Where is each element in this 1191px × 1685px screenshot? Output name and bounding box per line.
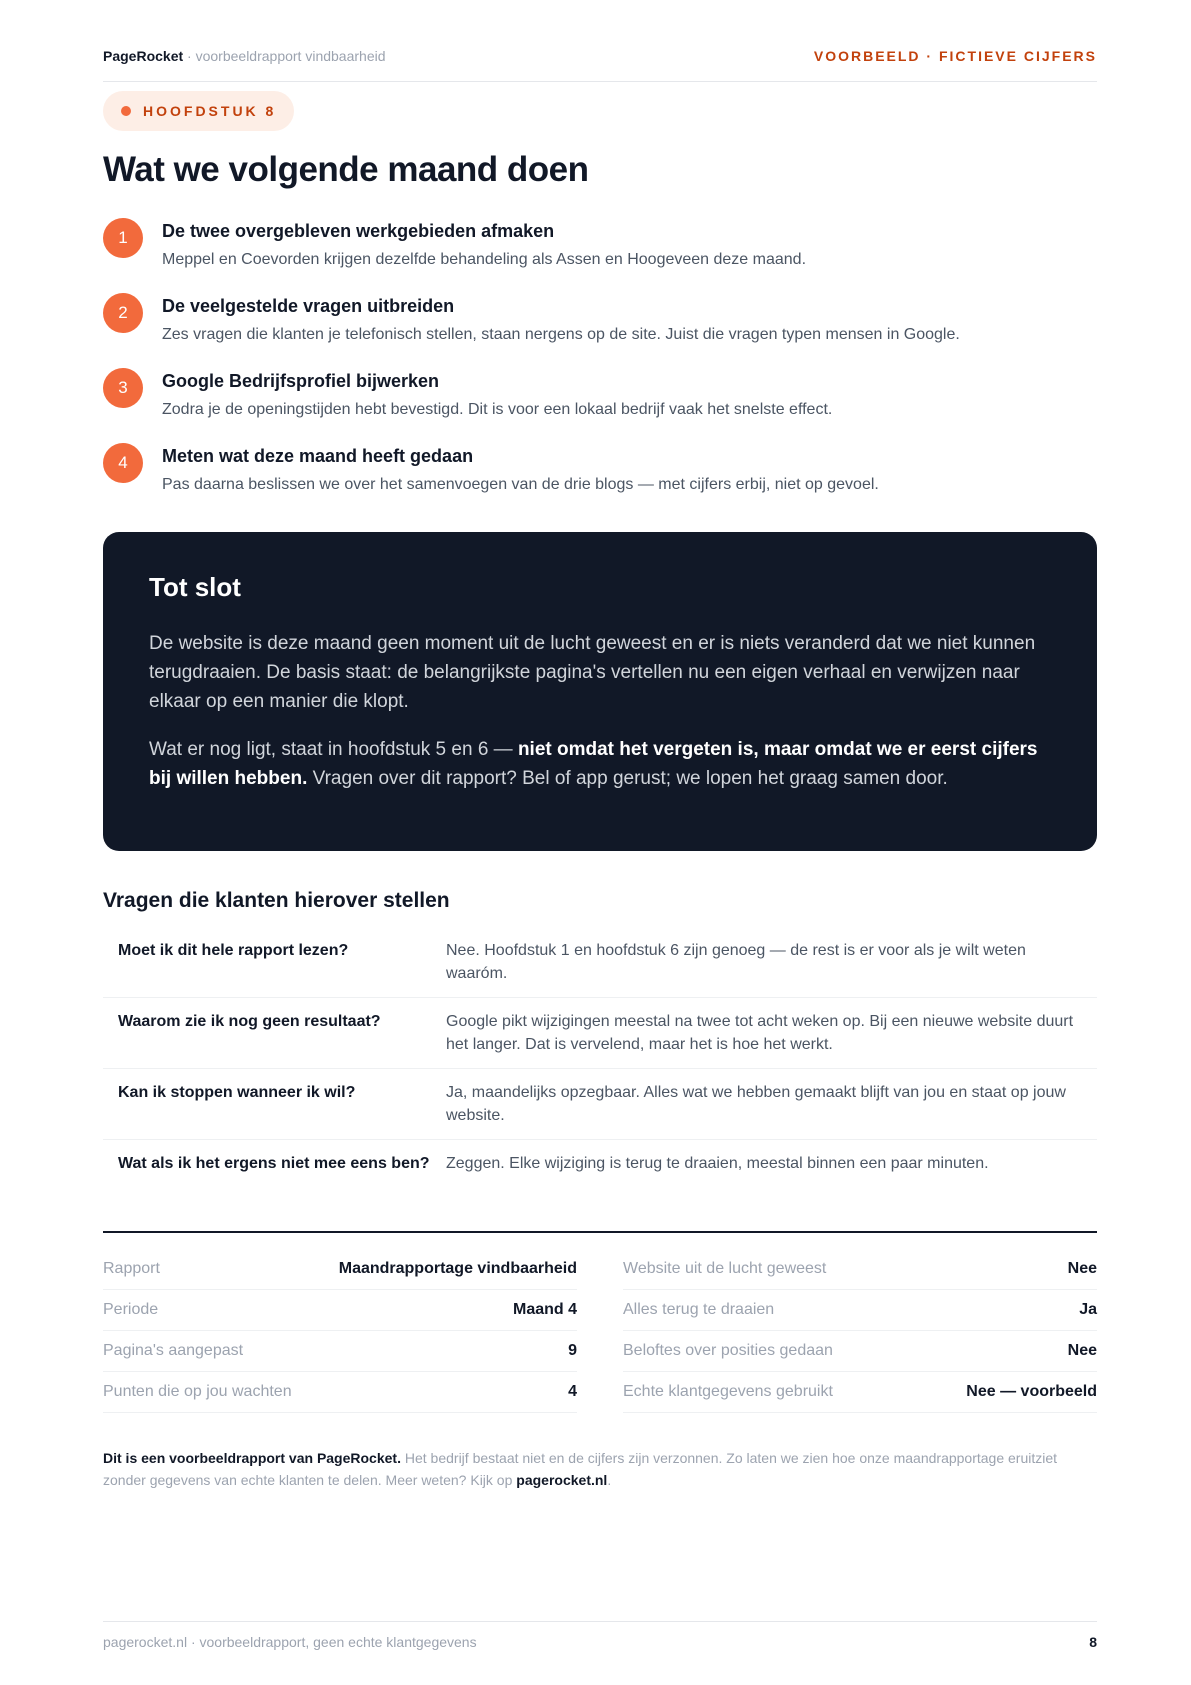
header-subtitle: · voorbeeldrapport vindbaarheid xyxy=(183,48,386,64)
faq-row xyxy=(103,1140,1097,1187)
summary-divider xyxy=(103,1231,1097,1233)
summary-row xyxy=(623,1249,1097,1290)
step-title: De veelgestelde vragen uitbreiden xyxy=(162,296,455,316)
faq-question: Waarom zie ik nog geen resultaat? xyxy=(118,1013,381,1030)
summary-row xyxy=(103,1372,577,1413)
step-item xyxy=(103,218,1097,293)
page-number: 8 xyxy=(1089,1634,1097,1650)
faq-answer: Google pikt wijzigingen meestal na twee tot acht weken op. Bij een nieuwe website duurt het langer. Dat is vervelend, maar het is hoe het werkt. xyxy=(446,1013,1074,1053)
steps-list xyxy=(103,218,1097,518)
summary-value: Nee — voorbeeld xyxy=(966,1383,1097,1400)
page-header xyxy=(103,44,1097,68)
summary-value: 4 xyxy=(568,1383,577,1400)
step-number: 4 xyxy=(103,443,143,483)
disclaimer-end: . xyxy=(607,1472,612,1488)
conclusion-paragraph-2 xyxy=(149,735,1051,793)
step-number: 3 xyxy=(103,368,143,408)
step-description: Meppel en Coevorden krijgen dezelfde behandeling als Assen en Hoogeveen deze maand. xyxy=(162,251,807,268)
report-page xyxy=(103,0,1097,1685)
page-footer xyxy=(103,1634,1097,1650)
summary-row xyxy=(103,1290,577,1331)
page-title: Wat we volgende maand doen xyxy=(103,150,589,189)
step-number: 1 xyxy=(103,218,143,258)
summary-column-left xyxy=(103,1249,577,1413)
summary-value: 9 xyxy=(568,1342,577,1359)
conclusion-paragraph-1: De website is deze maand geen moment uit de lucht geweest en er is niets veranderd dat we niet kunnen terugdraaien. De basis staat: de belangrijkste pagina's vertellen nu een eigen verhaal en verwijzen naar elkaar op een manier die klopt. xyxy=(149,633,1036,712)
disclaimer-note xyxy=(103,1447,1097,1491)
conclusion-box xyxy=(103,532,1097,851)
summary-label: Echte klantgegevens gebruikt xyxy=(623,1383,833,1400)
dot-icon xyxy=(121,106,131,116)
summary-value: Ja xyxy=(1079,1301,1097,1318)
faq-title: Vragen die klanten hierover stellen xyxy=(103,889,450,912)
faq-answer: Nee. Hoofdstuk 1 en hoofdstuk 6 zijn genoeg — de rest is er voor als je wilt weten waaróm. xyxy=(446,942,1026,982)
summary-row xyxy=(103,1249,577,1290)
faq-question: Wat als ik het ergens niet mee eens ben? xyxy=(118,1155,430,1172)
summary-row xyxy=(623,1372,1097,1413)
step-description: Zes vragen die klanten je telefonisch stellen, staan nergens op de site. Juist die vragen typen mensen in Google. xyxy=(162,326,960,343)
disclaimer-text: Het bedrijf bestaat niet en de cijfers zijn verzonnen. Zo laten we zien hoe onze maandrapportage eruitziet zonder gegevens van echte klanten te delen. Meer weten? Kijk op xyxy=(103,1450,1058,1488)
faq-table xyxy=(103,927,1097,1187)
summary-row xyxy=(623,1331,1097,1372)
step-title: Meten wat deze maand heeft gedaan xyxy=(162,446,474,466)
step-description: Pas daarna beslissen we over het samenvoegen van de drie blogs — met cijfers erbij, niet op gevoel. xyxy=(162,476,879,493)
header-brand-line xyxy=(103,48,386,64)
summary-value: Nee xyxy=(1067,1260,1097,1277)
faq-answer: Zeggen. Elke wijziging is terug te draaien, meestal binnen een paar minuten. xyxy=(446,1155,989,1172)
disclaimer-bold: Dit is een voorbeeldrapport van PageRocket. xyxy=(103,1450,401,1466)
step-item xyxy=(103,368,1097,443)
website-link[interactable]: pagerocket.nl xyxy=(516,1472,608,1488)
footer-divider xyxy=(103,1621,1097,1622)
summary-label: Punten die op jou wachten xyxy=(103,1383,292,1400)
header-divider xyxy=(103,81,1097,82)
header-tag: VOORBEELD · FICTIEVE CIJFERS xyxy=(813,48,1097,64)
chapter-label: HOOFDSTUK 8 xyxy=(143,103,277,119)
conclusion-p2-start: Wat er nog ligt, staat in hoofdstuk 5 en 6 — xyxy=(149,739,518,760)
summary-row xyxy=(103,1331,577,1372)
faq-answer: Ja, maandelijks opzegbaar. Alles wat we hebben gemaakt blijft van jou en staat op jouw website. xyxy=(446,1084,1066,1124)
summary-label: Website uit de lucht geweest xyxy=(623,1260,827,1277)
faq-row xyxy=(103,1069,1097,1140)
summary-label: Periode xyxy=(103,1301,159,1318)
conclusion-p2-bold: niet omdat het vergeten is, maar omdat we er eerst cijfers bij willen hebben. xyxy=(149,739,1038,789)
faq-row xyxy=(103,998,1097,1069)
summary-label: Beloftes over posities gedaan xyxy=(623,1342,833,1359)
faq-row xyxy=(103,927,1097,998)
step-description: Zodra je de openingstijden hebt bevestigd. Dit is voor een lokaal bedrijf vaak het snelste effect. xyxy=(162,401,833,418)
chapter-badge xyxy=(103,91,294,131)
step-item xyxy=(103,443,1097,518)
footer-text: pagerocket.nl · voorbeeldrapport, geen echte klantgegevens xyxy=(103,1634,477,1650)
brand-name: PageRocket xyxy=(103,48,184,64)
summary-row xyxy=(623,1290,1097,1331)
summary-label: Alles terug te draaien xyxy=(623,1301,775,1318)
summary-value: Maandrapportage vindbaarheid xyxy=(338,1260,577,1277)
summary-value: Nee xyxy=(1067,1342,1097,1359)
summary-table xyxy=(103,1249,1097,1413)
step-title: Google Bedrijfsprofiel bijwerken xyxy=(162,371,440,391)
summary-value: Maand 4 xyxy=(512,1301,577,1318)
summary-label: Rapport xyxy=(103,1260,160,1277)
conclusion-title: Tot slot xyxy=(149,572,241,602)
summary-label: Pagina's aangepast xyxy=(103,1342,244,1359)
step-item xyxy=(103,293,1097,368)
step-number: 2 xyxy=(103,293,143,333)
faq-question: Moet ik dit hele rapport lezen? xyxy=(118,942,349,959)
summary-column-right xyxy=(623,1249,1097,1413)
faq-question: Kan ik stoppen wanneer ik wil? xyxy=(118,1084,356,1101)
conclusion-p2-end: Vragen over dit rapport? Bel of app gerust; we lopen het graag samen door. xyxy=(307,768,948,789)
step-title: De twee overgebleven werkgebieden afmaken xyxy=(162,221,555,241)
